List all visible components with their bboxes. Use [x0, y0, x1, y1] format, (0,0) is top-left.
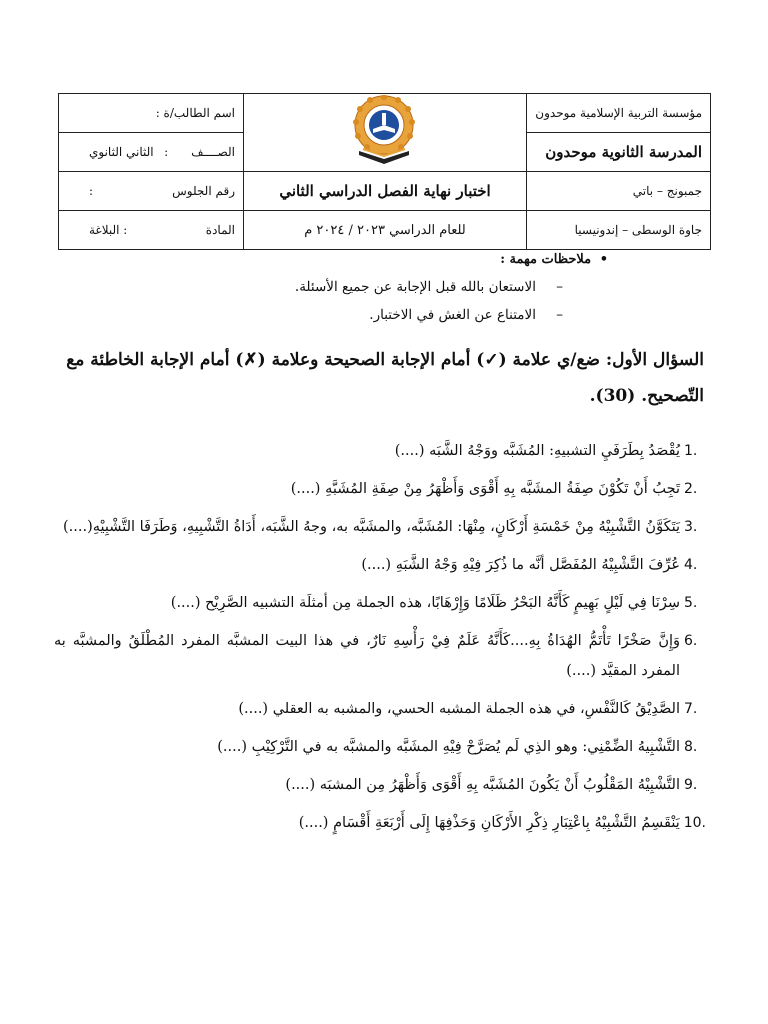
exam-title: اختبار نهاية الفصل الدراسي الثاني — [279, 182, 491, 200]
question-item — [54, 550, 706, 580]
question-number: 5. — [684, 595, 698, 611]
question-item — [54, 474, 706, 504]
school-cell — [527, 133, 711, 172]
class-value: الثاني الثانوي — [89, 145, 154, 159]
question-text: عُرِّفَ التَّشْبِيْهُ المُفَصَّل أنَّه ما ذُكِرَ فِيْهِ وَجْهُ الشَّبَهِ (....) — [361, 557, 680, 573]
class-label: الصــــف — [191, 145, 235, 159]
city-cell — [527, 172, 711, 211]
question-text: يَنْقَسِمُ التَّشْبِيْهُ بِاعْتِبَارِ ذِكْرِ الأَرْكَانِ وَحَذْفِهَا إِلَى أَرْبَعَةِ أَقْسَامٍ (....) — [298, 815, 680, 831]
exam-title-cell — [244, 172, 527, 211]
question-number: 7. — [684, 701, 698, 717]
bullet-icon: • — [599, 252, 608, 267]
question-item — [54, 588, 706, 618]
class-colon: : — [164, 145, 169, 159]
school-name: المدرسة الثانوية موحدون — [545, 143, 702, 161]
question-list — [54, 436, 706, 846]
question-number: 8. — [684, 739, 698, 755]
region-cell — [527, 211, 711, 250]
question-item — [54, 436, 706, 466]
question-item — [54, 770, 706, 800]
school-logo — [351, 95, 417, 167]
question-number: 9. — [684, 777, 698, 793]
note-item — [48, 279, 563, 295]
question-item — [54, 626, 706, 686]
question-text: يَتَكَوَّنُ التَّشْبِيْهُ مِنْ خَمْسَةِ أَرْكَانٍ، مِنْهَا: المُشَبَّه، والمشَبَّه به، وجهُ الشَّبَه، أَدَاةُ التَّشْبِيهِ، وَطَرَفَا التَّشْبِيْهِ(....) — [63, 519, 680, 535]
question-number: 10. — [683, 815, 706, 831]
academic-year: للعام الدراسي ٢٠٢٣ / ٢٠٢٤ م — [304, 222, 466, 238]
question-text: التَّشْبِيْهُ المَقْلُوبُ أَنْ يَكُونَ المُشَبَّه بِهِ أَقْوَى وَأَظْهَرُ مِن المشبَه (....) — [285, 777, 680, 793]
question-item — [54, 512, 706, 542]
notes-heading: ملاحظات مهمة : — [500, 252, 592, 267]
subject-value: : البلاغة — [89, 223, 128, 237]
institution-cell — [527, 94, 711, 133]
city-name: جمبونج – باتي — [632, 184, 702, 198]
question-number: 4. — [684, 557, 698, 573]
region-name: جاوة الوسطى – إندونيسيا — [574, 223, 702, 237]
note-text: الاستعان بالله قبل الإجابة عن جميع الأسئلة. — [294, 279, 536, 295]
question-text: الصَّدِيْقُ كَالنَّفْسِ، في هذه الجملة المشبه الحسي، والمشبه به العقلي (....) — [238, 701, 680, 717]
question-item — [54, 694, 706, 724]
seat-colon: : — [89, 184, 94, 198]
important-notes — [48, 252, 708, 335]
dash-icon: – — [556, 279, 563, 295]
question-number: 1. — [684, 443, 698, 459]
dash-icon: – — [556, 307, 563, 323]
question-number: 3. — [684, 519, 698, 535]
note-item — [48, 307, 563, 323]
student-name-label: اسم الطالب/ة : — [155, 106, 235, 120]
academic-year-cell — [244, 211, 527, 250]
question-text: يُقْصَدُ بِطَرَفَيِ التشبيهِ: المُشَبَّه ووَجْهُ الشَّبَه (....) — [394, 443, 680, 459]
student-name-cell — [59, 94, 244, 133]
note-text: الامتناع عن الغش في الاختبار. — [369, 307, 536, 323]
question-number: 2. — [684, 481, 698, 497]
subject-label: المادة — [205, 223, 235, 237]
subject-cell — [59, 211, 244, 250]
question-item — [54, 732, 706, 762]
class-cell — [59, 133, 244, 172]
question-text: وَإِنَّ صَخْرًا تَأْتَمُّ الهُدَاةُ بِهِ....كَأَنَّهُ عَلَمٌ فِيْ رَأْسِهِ نَارٌ، في هذا البيت المشبَّه المفرد المُطْلَقُ والمشبَّه به المفرد المقيَّد (....) — [54, 633, 680, 679]
institution-name: مؤسسة التربية الإسلامية موحدون — [535, 106, 702, 120]
question-item — [54, 808, 706, 838]
question-text: التَّشْبِيهُ الضِّمْنِي: وهو الذِي لَم يُصَرَّحْ فِيْهِ المشَبَّه والمشبَّه به في التَّرْكِيْبِ (....) — [217, 739, 680, 755]
seat-label: رقم الجلوس — [172, 184, 235, 198]
question-text: سِرْنَا فِي لَيْلٍ بَهِيمٍ كَأَنَّهُ البَحْرُ ظَلَامًا وَإِرْهَابًا، هذه الجملة مِن أمثلَة التشبيه الصَّرِيْح (....) — [170, 595, 680, 611]
seat-cell — [59, 172, 244, 211]
question-number: 6. — [684, 633, 698, 649]
question-title: السؤال الأول: ضع/ي علامة (✓) أمام الإجابة الصحيحة وعلامة (✗) أمام الإجابة الخاطئة مع التّصحيح. (30). — [66, 350, 704, 406]
question-text: تَجِبُ أَنْ تَكُوْنَ صِفَةُ المشَبَّه بِهِ أَقْوَى وَأَظْهَرُ مِنْ صِفَةِ المُشَبَّهِ (....) — [290, 481, 680, 497]
notes-heading-row — [48, 252, 608, 267]
